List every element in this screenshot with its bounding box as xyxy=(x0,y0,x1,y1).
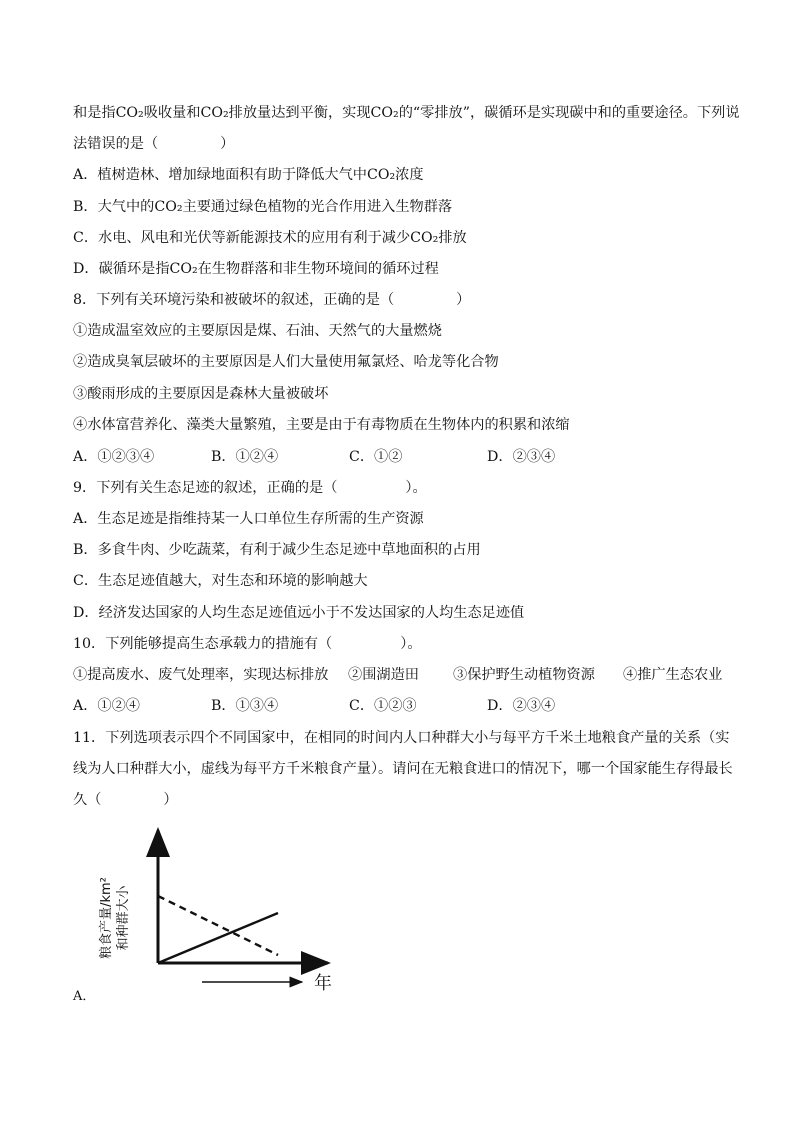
q10-statement-2: ②围湖造田 xyxy=(348,667,419,683)
q10-option-b: B．①③④ xyxy=(211,698,279,714)
q8-option-a: A．①②③④ xyxy=(73,449,155,465)
q11-stem-line3-post: ） xyxy=(163,792,178,808)
q10-stem-post: ）。 xyxy=(400,636,422,652)
series-food-yield-dashed xyxy=(158,896,278,955)
q10-option-a: A．①②④ xyxy=(73,698,140,714)
q7-option-a: A．植树造林、增加绿地面积有助于降低大气中CO₂浓度 xyxy=(73,167,424,183)
q7-option-b: B．大气中的CO₂主要通过绿色植物的光合作用进入生物群落 xyxy=(73,199,453,215)
q11-stem-line3 xyxy=(73,790,178,810)
q7-option-c: C．水电、风电和光伏等新能源技术的应用有利于减少CO₂排放 xyxy=(73,230,467,246)
chart-xlabel: 年 xyxy=(314,973,332,994)
q9-option-b: B．多食牛肉、少吃蔬菜，有利于减少生态足迹中草地面积的占用 xyxy=(73,542,481,558)
q10-option-c: C．①②③ xyxy=(349,698,417,714)
q8-statement-1: ①造成温室效应的主要原因是煤、石油、天然气的大量燃烧 xyxy=(73,323,442,339)
q7-stem-pre: 法错误的是（ xyxy=(73,136,159,152)
chart-option-a xyxy=(96,826,346,994)
q10-statement-3: ③保护野生动植物资源 xyxy=(453,667,595,683)
q8-statement-2: ②造成臭氧层破坏的主要原因是人们大量使用氟氯烃、哈龙等化合物 xyxy=(73,354,499,370)
q7-stem-post: ） xyxy=(220,136,235,152)
chart-plot xyxy=(158,896,278,963)
q8-option-c: C．①② xyxy=(349,449,403,465)
q8-option-d: D．②③④ xyxy=(487,449,556,465)
q8-statement-3: ③酸雨形成的主要原因是森林大量被破坏 xyxy=(73,386,329,402)
q11-stem-line2: 线为人口种群大小，虚线为每平方千米粮食产量）。请问在无粮食进口的情况下，哪一个国家能生存得最长 xyxy=(73,761,733,777)
q8-stem-post: ） xyxy=(456,292,471,308)
q9-stem-post: ）。 xyxy=(405,480,427,496)
q7-option-d: D．碳循环是指CO₂在生物群落和非生物环境间的循环过程 xyxy=(73,261,439,277)
q10-stem xyxy=(73,634,422,654)
q11-stem-line3-pre: 久（ xyxy=(73,792,102,808)
q10-stem-pre: 10．下列能够提高生态承载力的措施有（ xyxy=(73,636,333,652)
q8-stem-pre: 8．下列有关环境污染和被破坏的叙述，正确的是（ xyxy=(73,292,395,308)
chart-ylabel-line2: 和种群大小 xyxy=(116,885,131,951)
chart-ylabel-line1: 粮食产量/km² xyxy=(99,877,114,959)
q10-option-d: D．②③④ xyxy=(487,698,556,714)
q8-statement-4: ④水体富营养化、藻类大量繁殖，主要是由于有毒物质在生物体内的积累和浓缩 xyxy=(73,417,570,433)
q9-option-d: D．经济发达国家的人均生态足迹值远小于不发达国家的人均生态足迹值 xyxy=(73,605,525,621)
q10-statement-1: ①提高废水、废气处理率，实现达标排放 xyxy=(73,667,329,683)
q9-stem xyxy=(73,478,427,498)
q8-option-b: B．①②④ xyxy=(211,449,279,465)
q11-stem-line1: 11．下列选项表示四个不同国家中，在相同的时间内人口种群大小与每平方千米土地粮食产量的关系（实 xyxy=(73,730,730,746)
q9-stem-pre: 9．下列有关生态足迹的叙述，正确的是（ xyxy=(73,480,338,496)
q9-option-a: A．生态足迹是指维持某一人口单位生存所需的生产资源 xyxy=(73,511,424,527)
chart-axes xyxy=(158,830,328,982)
series-population-solid xyxy=(158,913,278,963)
q10-statement-4: ④推广生态农业 xyxy=(623,667,723,683)
q7-stem-line1: 和是指CO₂吸收量和CO₂排放量达到平衡，实现CO₂的“零排放”，碳循环是实现碳中和的重要途径。下列说 xyxy=(73,105,740,121)
q8-stem xyxy=(73,290,470,310)
q7-stem-line2 xyxy=(73,134,234,154)
q9-option-c: C．生态足迹值越大，对生态和环境的影响越大 xyxy=(73,573,368,589)
chart-option-label: A． xyxy=(73,989,96,1004)
